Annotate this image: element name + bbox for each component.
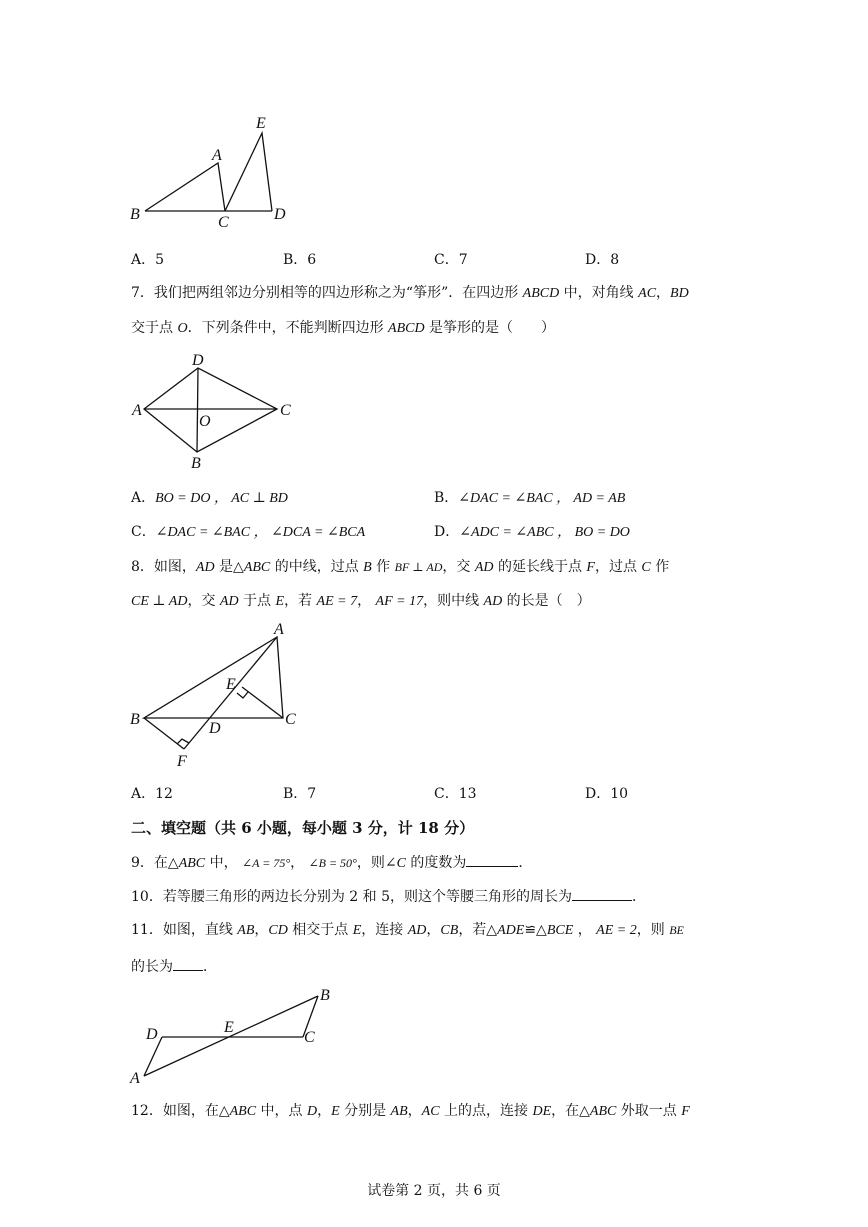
q7-option-d[interactable]: D．∠ADC = ∠ABC ， BO = DO xyxy=(434,524,630,540)
q8-option-b[interactable]: B．7 xyxy=(283,786,317,802)
q7-option-c[interactable]: C．∠DAC = ∠BAC ， ∠DCA = ∠BCA xyxy=(131,524,366,540)
q6-label-e: E xyxy=(256,115,266,132)
q9-stem: 9．在△ABC 中， ∠A = 75°， ∠B = 50°，则∠C 的度数为 ． xyxy=(131,852,532,874)
q11-label-d: D xyxy=(146,1026,158,1043)
q8-label-b: B xyxy=(130,711,140,728)
q8-option-a[interactable]: A．12 xyxy=(131,786,173,802)
q7-label-d: D xyxy=(192,352,204,369)
q7-label-b: B xyxy=(191,455,201,472)
q7-label-c: C xyxy=(280,402,291,419)
q11-label-e: E xyxy=(224,1019,234,1036)
q8-label-c: C xyxy=(285,711,296,728)
q6-option-c[interactable]: C．7 xyxy=(434,252,468,268)
q11-label-c: C xyxy=(304,1029,315,1046)
section-2-title: 二、填空题（共 6 小题，每小题 3 分，计 18 分） xyxy=(131,819,475,837)
q8-option-c[interactable]: C．13 xyxy=(434,786,477,802)
q12-stem: 12．如图，在△ABC 中，点 D，E 分别是 AB，AC 上的点，连接 DE，在△ABC 外取一点 F xyxy=(131,1103,690,1119)
page-footer: 试卷第 2 页，共 6 页 xyxy=(367,1183,501,1199)
q7-label-a: A xyxy=(132,402,142,419)
q11-stem-line2: 的长为 ． xyxy=(131,956,217,977)
q7-label-o: O xyxy=(199,413,211,430)
q8-label-f: F xyxy=(177,753,187,770)
q11-label-a: A xyxy=(130,1070,140,1087)
q7-option-a[interactable]: A．BO = DO ， AC ⊥ BD xyxy=(131,490,288,506)
q6-label-c: C xyxy=(218,214,229,231)
q8-option-d[interactable]: D．10 xyxy=(585,786,629,802)
q8-stem-line2: CE ⊥ AD，交 AD 于点 E，若 AE = 7， AF = 17，则中线 AD 的长是（ ） xyxy=(131,593,591,609)
q8-label-e: E xyxy=(226,676,236,693)
q6-option-b[interactable]: B．6 xyxy=(283,252,317,268)
q6-option-a[interactable]: A．5 xyxy=(131,252,165,268)
q7-option-b[interactable]: B．∠DAC = ∠BAC ， AD = AB xyxy=(434,490,626,506)
q7-stem-line1: 7．我们把两组邻边分别相等的四边形称之为“筝形”．在四边形 ABCD 中，对角线 AC，BD xyxy=(131,285,689,301)
q6-label-d: D xyxy=(274,206,286,223)
q8-stem-line1: 8．如图，AD 是△ABC 的中线，过点 B 作 BF ⊥ AD，交 AD 的延长线于点 F，过点 C 作 xyxy=(131,559,670,575)
q11-stem-line1: 11．如图，直线 AB，CD 相交于点 E，连接 AD，CB，若△ADE≌△BCE ， AE = 2，则 BE xyxy=(131,922,684,938)
q11-line-ab xyxy=(144,996,318,1076)
q8-label-d: D xyxy=(209,720,221,737)
q6-option-d[interactable]: D．8 xyxy=(585,252,620,268)
q6-label-a: A xyxy=(212,147,222,164)
q8-label-a: A xyxy=(274,621,284,638)
q10-stem: 10．若等腰三角形的两边长分别为 2 和 5，则这个等腰三角形的周长为 ． xyxy=(131,886,646,907)
q11-label-b: B xyxy=(320,987,330,1004)
q7-stem-line2: 交于点 O．下列条件中，不能判断四边形 ABCD 是筝形的是（ ） xyxy=(131,320,556,336)
q6-label-b: B xyxy=(130,206,140,223)
